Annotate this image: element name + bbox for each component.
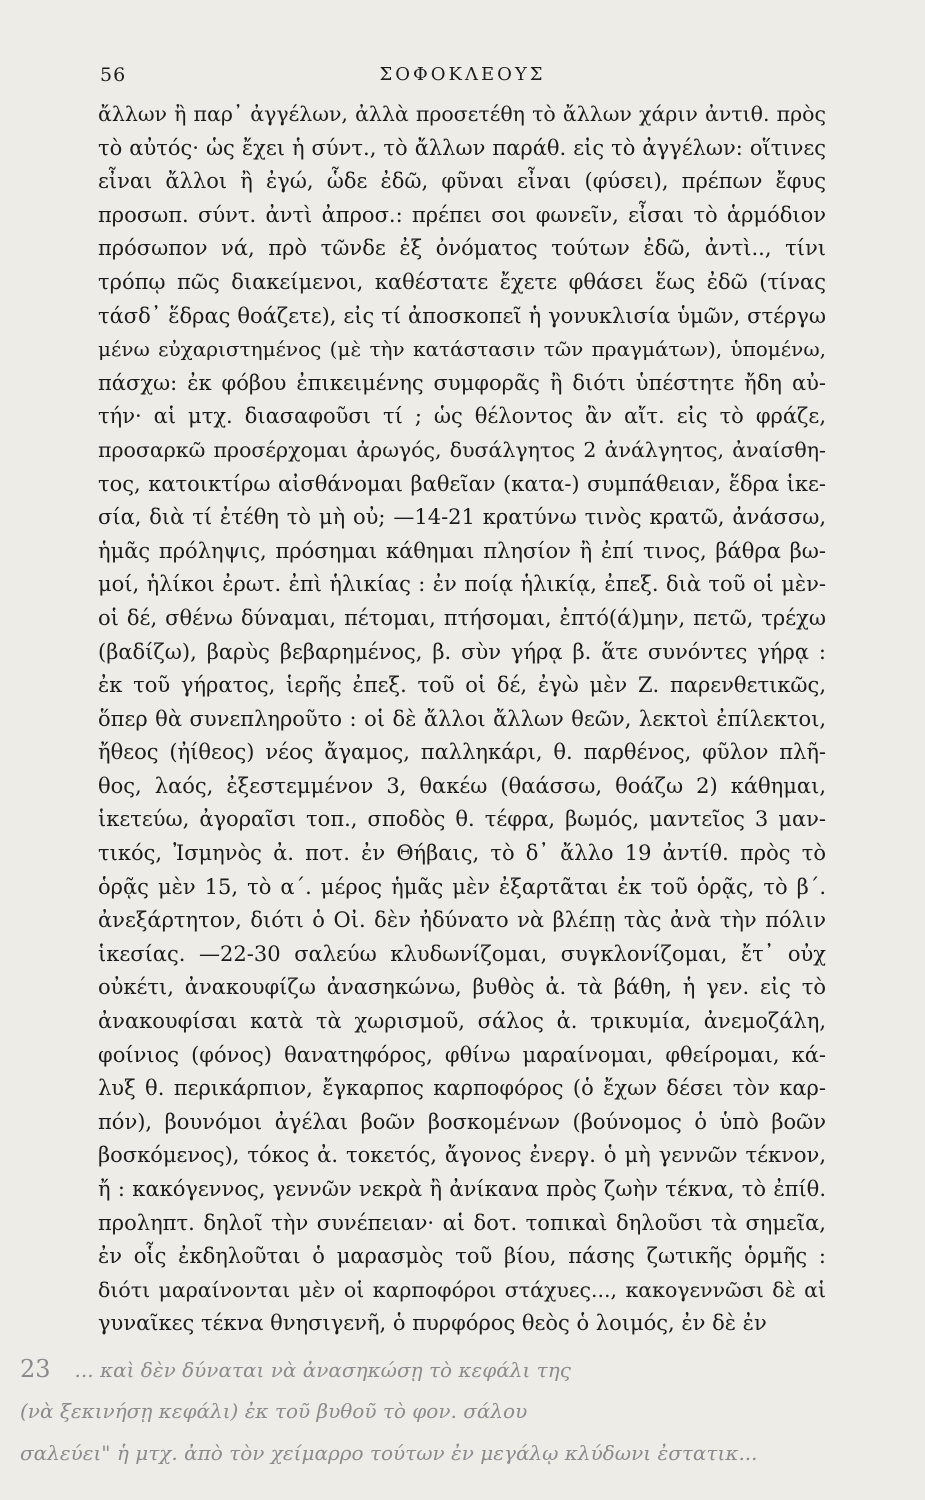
- text-line: βοσκόμενος), τόκος ἀ. τοκετός, ἄγονος ἐνεργ. ὁ μὴ γεννῶν τέκνον,: [98, 1143, 826, 1168]
- text-line: ἤθεος (ἠίθεος) νέος ἄγαμος, παλληκάρι, θ. παρθένος, φῦλον πλῆ-: [98, 740, 826, 765]
- text-line: διότι μαραίνονται μὲν οἱ καρποφόροι στάχυες..., κακογεννῶσι δὲ αἱ: [98, 1277, 826, 1302]
- text-line: τάσδ᾽ ἕδρας θοάζετε), εἰς τί ἀποσκοπεῖ ἡ γονυκλισία ὑμῶν, στέργω: [98, 303, 826, 328]
- text-line: ἱκετεύω, ἀγοραῖσι τοπ., σποδὸς θ. τέφρα, βωμός, μαντεῖος 3 μαν-: [98, 807, 826, 832]
- handwritten-notes: [20, 1348, 925, 1474]
- text-line: τὸ αὐτός· ὡς ἔχει ἡ σύντ., τὸ ἄλλων παράθ. εἰς τὸ ἀγγέλων: οἵτινες: [98, 135, 826, 160]
- text-line: τήν· αἱ μτχ. διασαφοῦσι τί ; ὡς θέλοντος ἂν αἴτ. εἰς τὸ φράζε,: [98, 404, 826, 429]
- text-line: λυξ θ. περικάρπιον, ἔγκαρπος καρποφόρος (ὁ ἔχων δέσει τὸν καρ-: [98, 1076, 826, 1101]
- handwritten-line-number: 23: [20, 1355, 51, 1383]
- text-line: τικός, Ἰσμηνὸς ἀ. ποτ. ἐν Θήβαις, τὸ δ᾽ ἄλλο 19 ἀντίθ. πρὸς τὸ: [98, 841, 826, 866]
- text-line: (βαδίζω), βαρὺς βεβαρημένος, β. σὺν γήρᾳ β. ἅτε συνόντες γήρᾳ :: [98, 639, 826, 664]
- handwritten-line-text: ... καὶ δὲν δύναται νὰ ἀνασηκώσῃ τὸ κεφάλι της: [74, 1358, 571, 1382]
- page-number: 56: [100, 64, 127, 86]
- text-line: προληπτ. δηλοῖ τὴν συνέπειαν· αἱ δοτ. τοπικαὶ δηλοῦσι τὰ σημεῖα,: [98, 1210, 826, 1235]
- commentary-text: [98, 98, 826, 1341]
- text-line: ἐν οἷς ἐκδηλοῦται ὁ μαρασμὸς τοῦ βίου, πάσης ζωτικῆς ὁρμῆς :: [98, 1244, 826, 1269]
- text-line: πρόσωπον νά, πρὸ τῶνδε ἐξ ὀνόματος τούτων ἐδῶ, ἀντὶ.., τίνι: [98, 236, 826, 261]
- text-line: φοίνιος (φόνος) θανατηφόρος, φθίνω μαραίνομαι, φθείρομαι, κά-: [98, 1042, 826, 1067]
- text-line: ὁρᾷς μὲν 15, τὸ α΄. μέρος ἡμᾶς μὲν ἐξαρτᾶται ἐκ τοῦ ὁρᾷς, τὸ β΄.: [98, 874, 826, 899]
- page-header: [0, 64, 925, 90]
- text-line: τος, κατοικτίρω αἰσθάνομαι βαθεῖαν (κατα-) συμπάθειαν, ἕδρα ἱκε-: [98, 471, 826, 496]
- text-line: ἤ : κακόγεννος, γεννῶν νεκρὰ ἢ ἀνίκανα πρὸς ζωὴν τέκνα, τὸ ἐπίθ.: [98, 1177, 826, 1201]
- text-line: προσαρκῶ προσέρχομαι ἀρωγός, δυσάλγητος 2 ἀνάλγητος, ἀναίσθη-: [98, 437, 826, 462]
- text-line: προσωπ. σύντ. ἀντὶ ἀπροσ.: πρέπει σοι φωνεῖν, εἶσαι τὸ ἁρμόδιον: [98, 202, 826, 227]
- running-title: ΣΟΦΟΚΛΕΟΥΣ: [379, 64, 546, 85]
- text-line: θος, λαός, ἐξεστεμμένον 3, θακέω (θαάσσω, θοάζω 2) κάθημαι,: [98, 773, 826, 798]
- text-line: οὐκέτι, ἀνακουφίζω ἀνασηκώνω, βυθὸς ἀ. τὰ βάθη, ἡ γεν. εἰς τὸ: [98, 975, 826, 1000]
- text-line: γυναῖκες τέκνα θνησιγενῆ, ὁ πυρφόρος θεὸς ὁ λοιμός, ἐν δὲ ἐν: [98, 1311, 767, 1336]
- text-line: ἱκεσίας. —22-30 σαλεύω κλυδωνίζομαι, συγκλονίζομαι, ἔτ᾽ οὐχ: [98, 941, 826, 966]
- text-line: πάσχω: ἐκ φόβου ἐπικειμένης συμφορᾶς ἢ διότι ὑπέστητε ἤδη αὐ-: [98, 370, 826, 395]
- text-line: ἡμᾶς πρόληψις, πρόσημαι κάθημαι πλησίον ἢ ἐπί τινος, βάθρα βω-: [98, 538, 826, 563]
- text-line: οἱ δέ, σθένω δύναμαι, πέτομαι, πτήσομαι, ἐπτό(ά)μην, πετῶ, τρέχω: [98, 605, 826, 630]
- text-line: ἀνεξάρτητον, διότι ὁ Οἰ. δὲν ἠδύνατο νὰ βλέπῃ τὰς ἀνὰ τὴν πόλιν: [98, 908, 826, 933]
- text-line: ἄλλων ἢ παρ᾽ ἀγγέλων, ἀλλὰ προσετέθη τὸ ἄλλων χάριν ἀντιθ. πρὸς: [98, 102, 826, 126]
- text-line: μένω εὐχαριστημένος (μὲ τὴν κατάστασιν τῶν πραγμάτων), ὑπομένω,: [98, 337, 826, 362]
- text-line: σία, διὰ τί ἐτέθη τὸ μὴ οὐ; —14-21 κρατύνω τινὸς κρατῶ, ἀνάσσω,: [98, 505, 826, 530]
- handwritten-line: [20, 1348, 925, 1390]
- handwritten-line: σαλεύει" ἡ μτχ. ἀπὸ τὸν χείμαρρο τούτων ἐν μεγάλῳ κλύδωνι ἐστατικ...: [20, 1441, 758, 1465]
- handwritten-line: (νὰ ξεκινήσῃ κεφάλι) ἐκ τοῦ βυθοῦ τὸ φον. σάλου: [20, 1399, 528, 1423]
- text-line: πόν), βουνόμοι ἀγέλαι βοῶν βοσκομένων (βούνομος ὁ ὑπὸ βοῶν: [98, 1109, 826, 1134]
- text-line: μοί, ἡλίκοι ἐρωτ. ἐπὶ ἡλικίας : ἐν ποίᾳ ἡλικίᾳ, ἐπεξ. διὰ τοῦ οἱ μὲν-: [98, 572, 826, 597]
- text-line: εἶναι ἄλλοι ἢ ἐγώ, ὧδε ἐδῶ, φῦναι εἶναι (φύσει), πρέπων ἔφυς: [98, 169, 826, 194]
- text-line: ἐκ τοῦ γήρατος, ἱερῆς ἐπεξ. τοῦ οἱ δέ, ἐγὼ μὲν Ζ. παρενθετικῶς,: [98, 673, 826, 698]
- text-line: ὅπερ θὰ συνεπληροῦτο : οἱ δὲ ἄλλοι ἄλλων θεῶν, λεκτοὶ ἐπίλεκτοι,: [98, 706, 826, 731]
- text-line: τρόπῳ πῶς διακείμενοι, καθέστατε ἔχετε φθάσει ἕως ἐδῶ (τίνας: [98, 269, 826, 294]
- text-line: ἀνακουφίσαι κατὰ τὰ χωρισμοῦ, σάλος ἀ. τρικυμία, ἀνεμοζάλη,: [98, 1009, 826, 1034]
